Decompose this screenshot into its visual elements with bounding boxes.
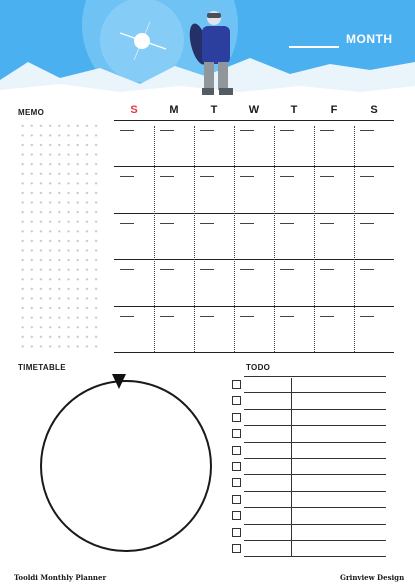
header-banner <box>0 0 415 100</box>
calendar-date-slot[interactable] <box>320 316 334 317</box>
todo-checkbox[interactable] <box>232 446 241 455</box>
calendar-date-slot[interactable] <box>120 269 134 270</box>
calendar-date-slot[interactable] <box>360 269 374 270</box>
calendar-date-slot[interactable] <box>120 223 134 224</box>
footer-designer-name: Grinview Design <box>340 573 405 582</box>
timetable-title: TIMETABLE <box>18 363 66 372</box>
memo-dot-grid <box>18 121 100 353</box>
calendar-date-slot[interactable] <box>280 223 294 224</box>
todo-checkbox[interactable] <box>232 380 241 389</box>
calendar-date-slot[interactable] <box>240 176 254 177</box>
footer-planner-name: Tooldi Monthly Planner <box>14 573 107 582</box>
calendar-week-line <box>114 259 394 260</box>
calendar-week-line <box>114 352 394 353</box>
calendar-date-slot[interactable] <box>360 130 374 131</box>
calendar-date-slot[interactable] <box>280 176 294 177</box>
calendar-grid <box>114 104 394 352</box>
todo-row <box>232 541 386 557</box>
todo-entry-line <box>244 556 386 557</box>
month-label: MONTH <box>346 32 393 46</box>
calendar-date-slot[interactable] <box>120 130 134 131</box>
calendar-date-slot[interactable] <box>320 223 334 224</box>
todo-row <box>232 459 386 475</box>
day-header-thursday: T <box>290 104 298 116</box>
todo-checkbox[interactable] <box>232 413 241 422</box>
day-header-sunday: S <box>130 104 138 116</box>
calendar-date-slot[interactable] <box>200 223 214 224</box>
calendar-date-slot[interactable] <box>280 269 294 270</box>
calendar-date-slot[interactable] <box>160 316 174 317</box>
todo-title: TODO <box>246 363 271 372</box>
todo-checkbox[interactable] <box>232 478 241 487</box>
todo-row <box>232 426 386 442</box>
calendar-day-divider <box>314 126 315 352</box>
todo-row <box>232 393 386 409</box>
day-header-saturday: S <box>370 104 378 116</box>
calendar-date-slot[interactable] <box>360 316 374 317</box>
todo-checkbox[interactable] <box>232 429 241 438</box>
todo-row <box>232 508 386 524</box>
header-scene <box>0 0 415 100</box>
calendar-date-slot[interactable] <box>280 316 294 317</box>
calendar-day-divider <box>354 126 355 352</box>
calendar-date-slot[interactable] <box>120 316 134 317</box>
calendar-week-line <box>114 166 394 167</box>
calendar-date-slot[interactable] <box>280 130 294 131</box>
calendar-day-divider <box>234 126 235 352</box>
calendar-date-slot[interactable] <box>360 223 374 224</box>
todo-row <box>232 377 386 393</box>
calendar-date-slot[interactable] <box>200 316 214 317</box>
calendar-week-line <box>114 306 394 307</box>
todo-checkbox[interactable] <box>232 495 241 504</box>
calendar-date-slot[interactable] <box>120 176 134 177</box>
calendar-date-slot[interactable] <box>200 176 214 177</box>
todo-row <box>232 475 386 491</box>
todo-row <box>232 525 386 541</box>
day-header-tuesday: T <box>210 104 218 116</box>
calendar-date-slot[interactable] <box>160 223 174 224</box>
calendar-date-slot[interactable] <box>320 130 334 131</box>
day-header-friday: F <box>330 104 338 116</box>
calendar-date-slot[interactable] <box>200 130 214 131</box>
todo-checkbox[interactable] <box>232 462 241 471</box>
memo-title: MEMO <box>18 108 45 117</box>
calendar-date-slot[interactable] <box>160 269 174 270</box>
calendar-date-slot[interactable] <box>160 130 174 131</box>
todo-row <box>232 492 386 508</box>
calendar-date-slot[interactable] <box>240 223 254 224</box>
clock-pointer-icon <box>112 374 126 389</box>
todo-row <box>232 410 386 426</box>
month-blank-line <box>289 46 339 48</box>
calendar-day-divider <box>194 126 195 352</box>
calendar-week-line <box>114 213 394 214</box>
calendar-date-slot[interactable] <box>320 269 334 270</box>
timetable-clock-circle <box>40 380 212 552</box>
todo-row <box>232 443 386 459</box>
calendar-day-divider <box>274 126 275 352</box>
calendar-week-line <box>114 120 394 121</box>
calendar-date-slot[interactable] <box>240 130 254 131</box>
calendar-date-slot[interactable] <box>240 316 254 317</box>
calendar-day-divider <box>154 126 155 352</box>
calendar-date-slot[interactable] <box>160 176 174 177</box>
day-header-wednesday: W <box>248 104 260 116</box>
todo-checkbox[interactable] <box>232 544 241 553</box>
calendar-date-slot[interactable] <box>360 176 374 177</box>
calendar-date-slot[interactable] <box>200 269 214 270</box>
todo-checkbox[interactable] <box>232 528 241 537</box>
calendar-date-slot[interactable] <box>240 269 254 270</box>
todo-checkbox[interactable] <box>232 511 241 520</box>
todo-list <box>232 376 386 566</box>
day-header-monday: M <box>169 104 179 116</box>
todo-checkbox[interactable] <box>232 396 241 405</box>
calendar-date-slot[interactable] <box>320 176 334 177</box>
